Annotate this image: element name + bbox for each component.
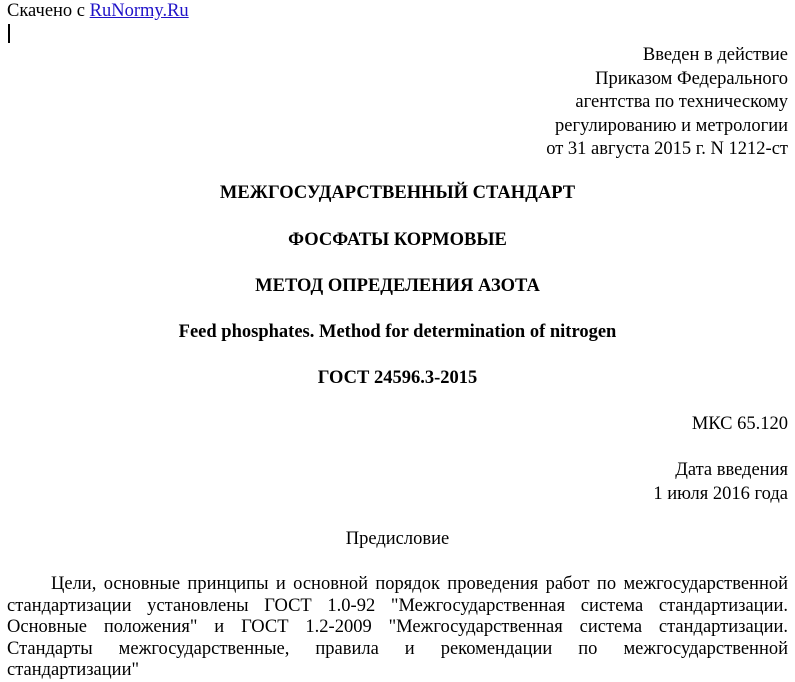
approval-line: от 31 августа 2015 г. N 1212-ст bbox=[546, 139, 788, 159]
source-line bbox=[7, 0, 189, 22]
foreword-paragraph: Цели, основные принципы и основной порядок проведения работ по межгосударственной стандартизации установлены ГОСТ 1.0-92 "Межгосударственная система стандартизации. Основные положения" и ГОСТ 1.2-2009 "Межгосударственная система стандартизации. Стандарты межгосударственные, правила и рекомендации по межгосударственной стандартизации" bbox=[7, 574, 788, 680]
foreword-heading: Предисловие bbox=[345, 529, 450, 549]
text-cursor bbox=[8, 24, 10, 43]
document-title: ФОСФАТЫ КОРМОВЫЕ bbox=[288, 230, 507, 250]
approval-block bbox=[546, 44, 788, 162]
approval-line: регулированию и метрологии bbox=[555, 115, 788, 136]
standard-type: МЕЖГОСУДАРСТВЕННЫЙ СТАНДАРТ bbox=[219, 183, 576, 203]
approval-line: агентства по техническому bbox=[575, 92, 788, 112]
source-link[interactable]: RuNormy.Ru bbox=[89, 1, 189, 21]
intro-date-block bbox=[653, 459, 788, 506]
approval-line: Приказом Федерального bbox=[595, 68, 788, 89]
standard-designation: ГОСТ 24596.3-2015 bbox=[317, 368, 478, 388]
document-title-english: Feed phosphates. Method for determination of nitrogen bbox=[178, 322, 617, 342]
intro-date-label: Дата введения bbox=[675, 460, 788, 480]
mks-code: МКС 65.120 bbox=[691, 414, 788, 434]
approval-line: Введен в действие bbox=[642, 45, 788, 65]
intro-date-value: 1 июля 2016 года bbox=[653, 483, 788, 504]
source-prefix: Скачено с bbox=[7, 1, 90, 21]
document-subtitle: МЕТОД ОПРЕДЕЛЕНИЯ АЗОТА bbox=[255, 276, 540, 296]
